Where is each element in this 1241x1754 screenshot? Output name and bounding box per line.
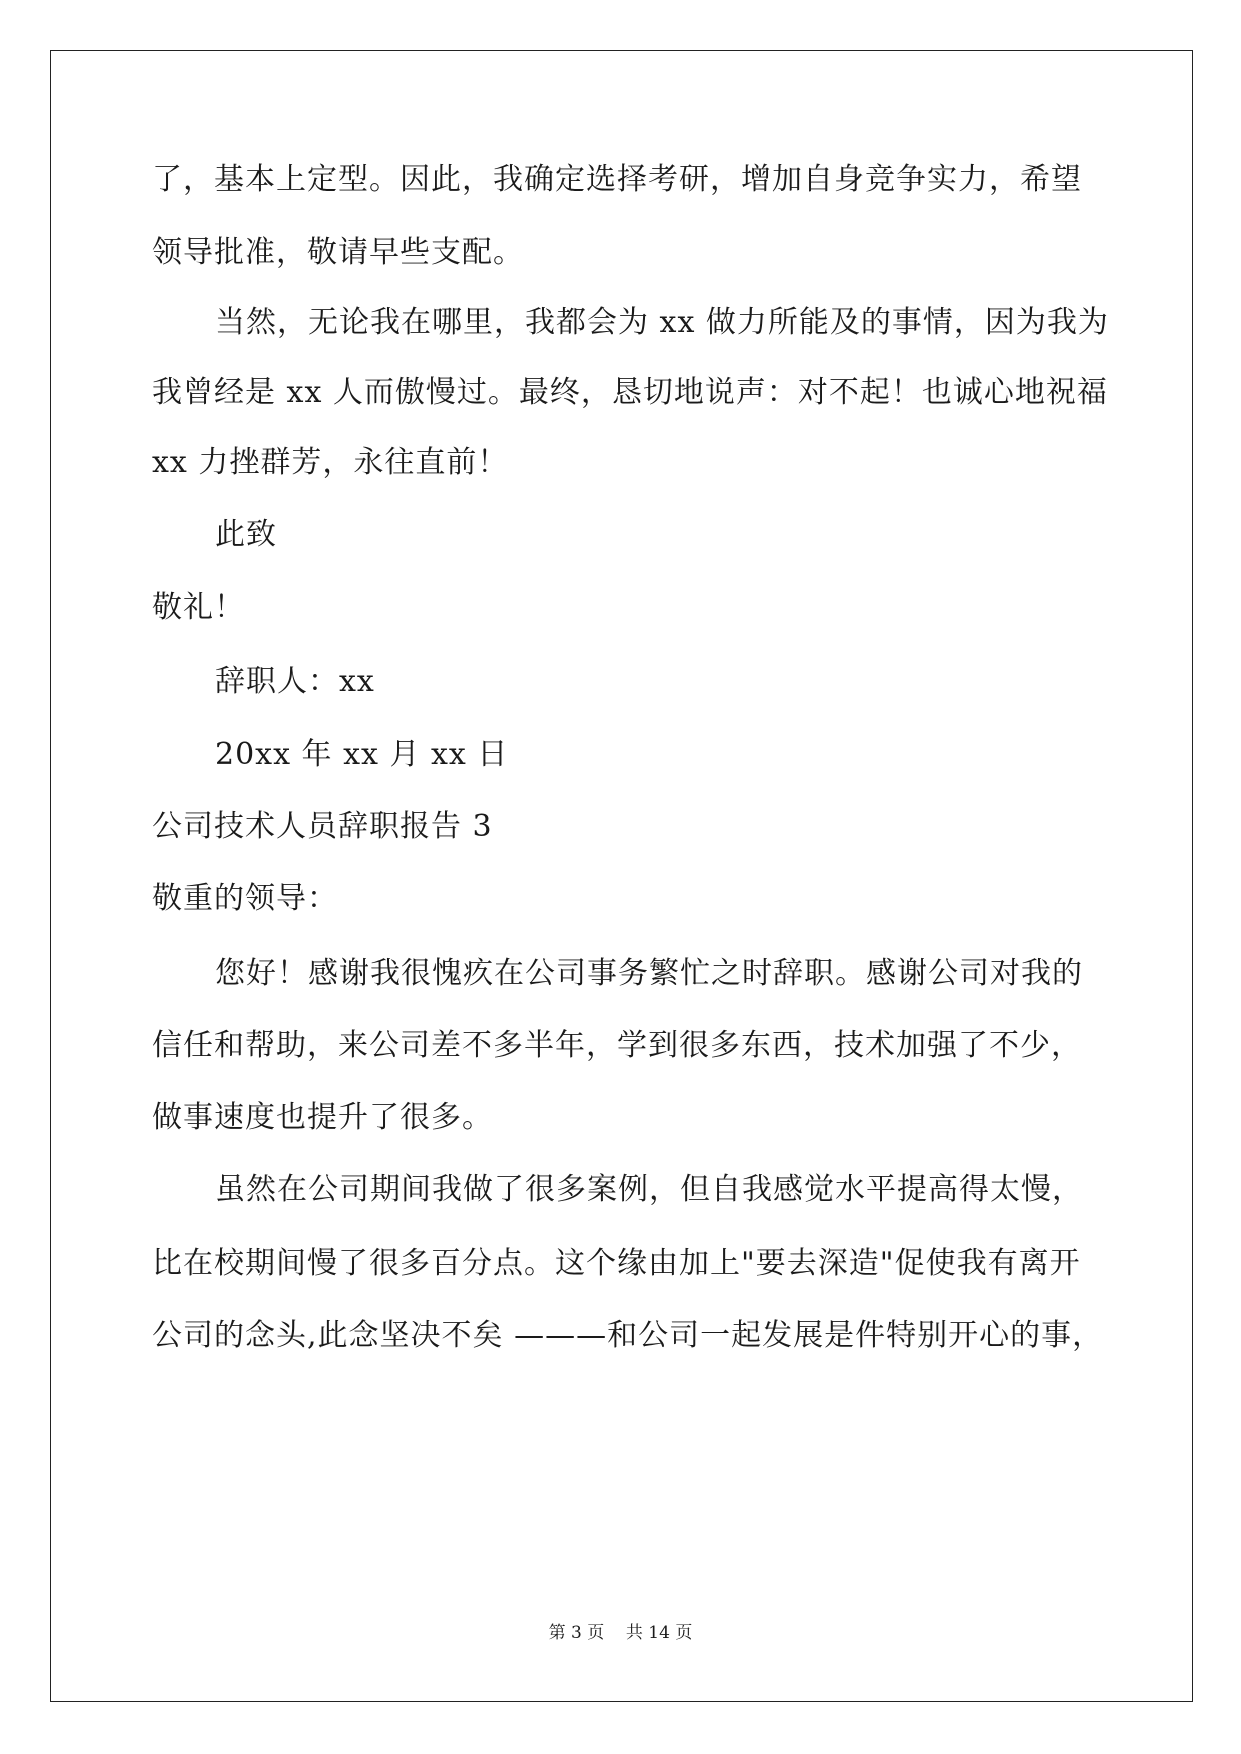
paragraph-start: 您好！感谢我很愧疚在公司事务繁忙之时辞职。感谢公司对我的 (215, 956, 1083, 991)
closing-regards: 敬礼！ (152, 590, 245, 625)
signature-line: 辞职人：xx (215, 664, 375, 699)
text-line: 比在校期间慢了很多百分点。这个缘由加上"要去深造"促使我有离开 (152, 1246, 1081, 1281)
closing-salutation: 此致 (215, 517, 277, 552)
text-line: 了，基本上定型。因此，我确定选择考研，增加自身竞争实力，希望 (152, 162, 1082, 197)
text-line: 我曾经是 xx 人而傲慢过。最终，恳切地说声：对不起！也诚心地祝福 (152, 375, 1108, 410)
text-line: 信任和帮助，来公司差不多半年，学到很多东西，技术加强了不少， (152, 1028, 1082, 1063)
greeting-line: 敬重的领导： (152, 881, 338, 916)
text-line: xx 力挫群芳，永往直前！ (152, 445, 509, 480)
text-line: 领导批准，敬请早些支配。 (152, 235, 524, 270)
text-line: 公司的念头,此念坚决不矣 ———和公司一起发展是件特别开心的事， (152, 1318, 1104, 1353)
text-line: 做事速度也提升了很多。 (152, 1100, 493, 1135)
page-number-footer: 第 3 页 共 14 页 (548, 1623, 693, 1643)
date-line: 20xx 年 xx 月 xx 日 (215, 737, 509, 772)
paragraph-start: 虽然在公司期间我做了很多案例，但自我感觉水平提高得太慢， (215, 1172, 1083, 1207)
paragraph-start: 当然，无论我在哪里，我都会为 xx 做力所能及的事情，因为我为 (215, 305, 1109, 340)
page-border (50, 50, 1193, 1702)
section-heading: 公司技术人员辞职报告 3 (152, 809, 493, 844)
